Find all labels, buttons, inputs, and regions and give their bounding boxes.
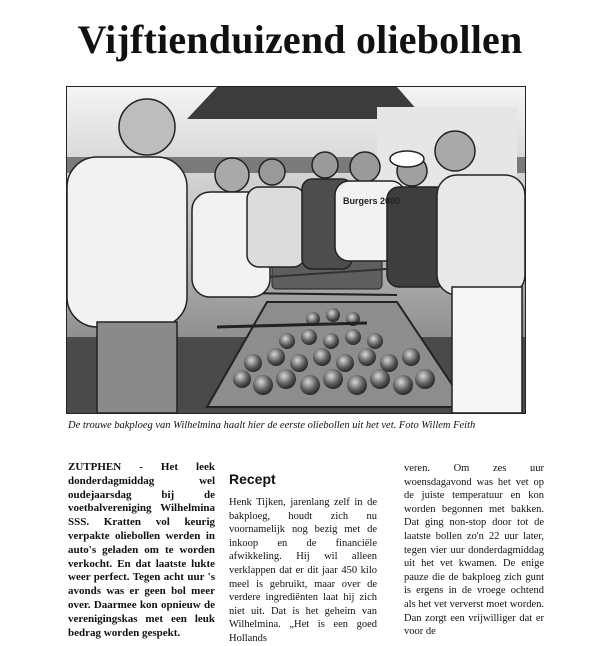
column-2-text: Henk Tijken, jarenlang zelf in de bakploeg, houdt zich nu voornamelijk nog bezig met de inkoop en de financiële afwikkeling. Hij wil alleen verklappen dat er dit jaar 450 kilo meel is gebruikt, maar over de verdere ingrediënten laat hij zich niet uit. Dat is het geheim van Wilhelmina. „Het is een goed Hollands: [229, 497, 377, 644]
subhead-recept: Recept: [229, 471, 276, 487]
article-photo: [66, 86, 526, 414]
article-column-1: [68, 461, 215, 640]
bakers-photo-illustration: [67, 87, 525, 413]
column-3-text: veren. Om zes uur woensdagavond was het vet op de juiste temperatuur en kon worden begonnen met bakken. Dat ging non-stop door tot de laatste bollen zo'n 22 uur later, tegen vier uur donderdagmiddag uit het vet kwamen. De enige pauze die de bakploeg zich gunt is ergens in de vroege ochtend als het vet ververst moet worden. Dan zorgt een vrijwilliger dat er voor de: [404, 463, 544, 638]
article-column-3: [404, 462, 544, 639]
shirt-text: Burgers 2000: [343, 196, 401, 206]
article-headline: Vijftienduizend oliebollen: [77, 17, 523, 62]
column-1-text: ZUTPHEN - Het leek donderdagmiddag wel oudejaarsdag bij de voetbalvereniging Wilhelmina SSS. Kratten vol keurig verpakte oliebollen werden in auto's geladen om te worden verkocht. En dat laatste lukte weer perfect. Tegen acht uur 's avonds was er geen bol meer over. Daarmee kon opnieuw de verenigingskas met een leuk bedrag worden gespekt.: [68, 461, 215, 639]
photo-caption: De trouwe bakploeg van Wilhelmina haalt hier de eerste oliebollen uit het vet. Foto Willem Feith: [68, 420, 476, 431]
article-column-2: [229, 496, 377, 646]
